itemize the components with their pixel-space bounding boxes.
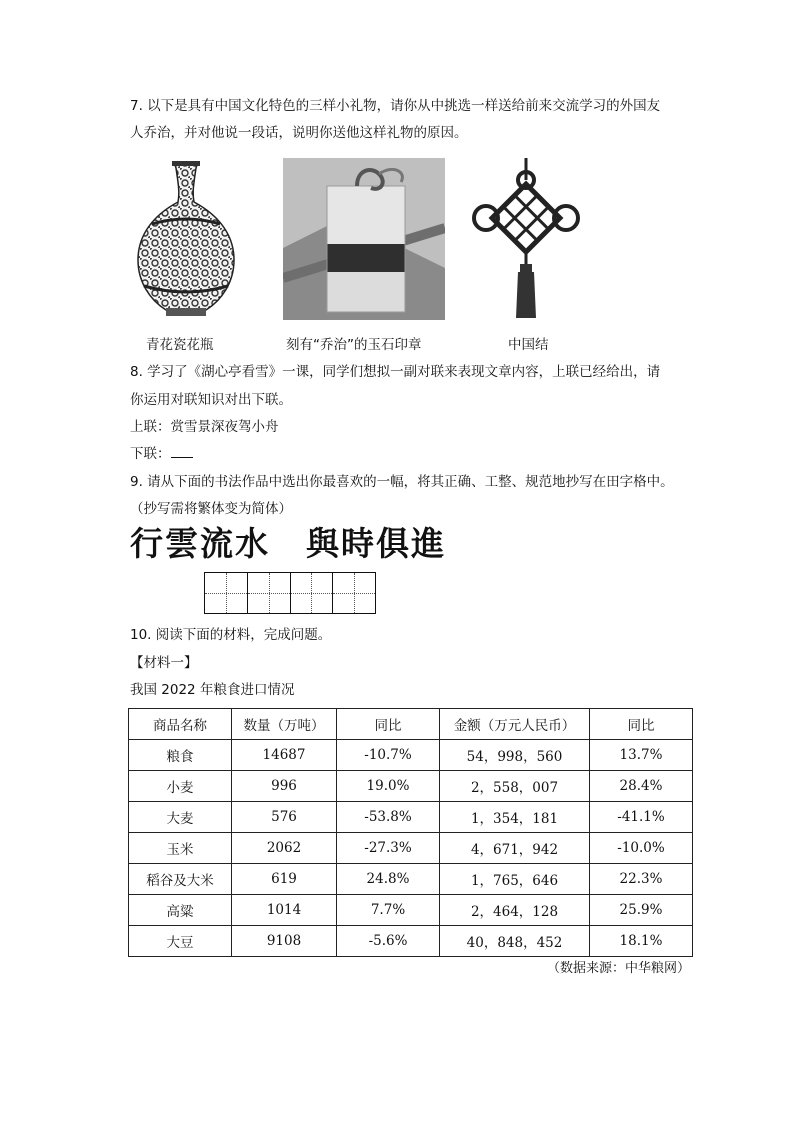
table-cell: 619 — [232, 864, 337, 895]
caption-seal: 刻有“乔治”的玉石印章 — [286, 337, 422, 353]
table-cell: 25.9% — [590, 895, 693, 926]
question-10-text: 10. 阅读下面的材料，完成问题。 — [130, 627, 332, 643]
caption-knot: 中国结 — [508, 337, 549, 353]
table-cell: 高粱 — [129, 895, 232, 926]
grid-cell[interactable] — [205, 573, 248, 613]
table-cell: 13.7% — [590, 740, 693, 771]
data-source-note: （数据来源：中华粮网） — [546, 961, 690, 976]
calligraphy-work-2: 與時俱進 — [306, 524, 446, 563]
question-7-text-line-2: 人乔治，并对他说一段话，说明你送他这样礼物的原因。 — [130, 125, 468, 141]
table-cell: 40，848，452 — [440, 926, 590, 957]
table-cell: 2，558，007 — [440, 771, 590, 802]
table-cell: -41.1% — [590, 802, 693, 833]
table-cell: 4，671，942 — [440, 833, 590, 864]
question-8-text-line-1: 8. 学习了《湖心亭看雪》一课，同学们想拟一副对联来表现文章内容，上联已经给出，请 — [130, 364, 661, 380]
grid-cell[interactable] — [248, 573, 291, 613]
table-cell: 19.0% — [337, 771, 440, 802]
question-9-text-line-2: （抄写需将繁体变为简体） — [130, 501, 292, 517]
question-7-text-line-1: 7. 以下是具有中国文化特色的三样小礼物，请你从中挑选一样送给前来交流学习的外国友 — [130, 98, 661, 114]
table-cell: 1，765，646 — [440, 864, 590, 895]
table-cell: 24.8% — [337, 864, 440, 895]
blue-white-vase-image — [130, 158, 242, 320]
grain-import-table — [128, 708, 693, 957]
question-8-text-line-2: 你运用对联知识对出下联。 — [130, 392, 292, 408]
table-cell: 576 — [232, 802, 337, 833]
table-cell: -27.3% — [337, 833, 440, 864]
jade-seal-image — [283, 158, 445, 320]
header-cell: 同比 — [590, 709, 693, 740]
table-cell: 玉米 — [129, 833, 232, 864]
table-cell: 粮食 — [129, 740, 232, 771]
grid-cell[interactable] — [333, 573, 375, 613]
table-cell: -10.0% — [590, 833, 693, 864]
table-row — [129, 802, 693, 833]
header-cell: 商品名称 — [129, 709, 232, 740]
table-cell: 7.7% — [337, 895, 440, 926]
material-label: 【材料一】 — [130, 655, 198, 671]
table-cell: 稻谷及大米 — [129, 864, 232, 895]
header-cell: 同比 — [337, 709, 440, 740]
table-caption: 我国 2022 年粮食进口情况 — [130, 682, 295, 698]
table-cell: 18.1% — [590, 926, 693, 957]
upper-couplet: 上联：赏雪景深夜驾小舟 — [130, 419, 279, 435]
question-9-text-line-1: 9. 请从下面的书法作品中选出你最喜欢的一幅，将其正确、工整、规范地抄写在田字格中。 — [130, 474, 674, 490]
caption-vase: 青花瓷花瓶 — [146, 337, 214, 353]
table-cell: 大麦 — [129, 802, 232, 833]
table-cell: 54，998，560 — [440, 740, 590, 771]
table-cell: 14687 — [232, 740, 337, 771]
table-cell: 28.4% — [590, 771, 693, 802]
grid-cell[interactable] — [291, 573, 334, 613]
table-cell: 1，354，181 — [440, 802, 590, 833]
table-cell: 小麦 — [129, 771, 232, 802]
chinese-knot-image — [470, 158, 582, 320]
tianzige-writing-grid[interactable] — [204, 572, 376, 614]
lower-couplet — [130, 445, 193, 463]
table-cell: -53.8% — [337, 802, 440, 833]
lower-couplet-label: 下联： — [130, 446, 171, 462]
table-cell: 9108 — [232, 926, 337, 957]
table-cell: 大豆 — [129, 926, 232, 957]
table-cell: 2，464，128 — [440, 895, 590, 926]
table-header-row — [129, 709, 693, 740]
table-row — [129, 895, 693, 926]
lower-couplet-blank[interactable] — [171, 445, 193, 458]
table-row — [129, 926, 693, 957]
table-row — [129, 864, 693, 895]
table-cell: -10.7% — [337, 740, 440, 771]
table-cell: 2062 — [232, 833, 337, 864]
table-cell: 22.3% — [590, 864, 693, 895]
table-cell: 1014 — [232, 895, 337, 926]
table-row — [129, 833, 693, 864]
table-cell: -5.6% — [337, 926, 440, 957]
table-row — [129, 771, 693, 802]
table-cell: 996 — [232, 771, 337, 802]
calligraphy-work-1: 行雲流水 — [130, 524, 270, 563]
header-cell: 金额（万元人民币） — [440, 709, 590, 740]
header-cell: 数量（万吨） — [232, 709, 337, 740]
table-row — [129, 740, 693, 771]
